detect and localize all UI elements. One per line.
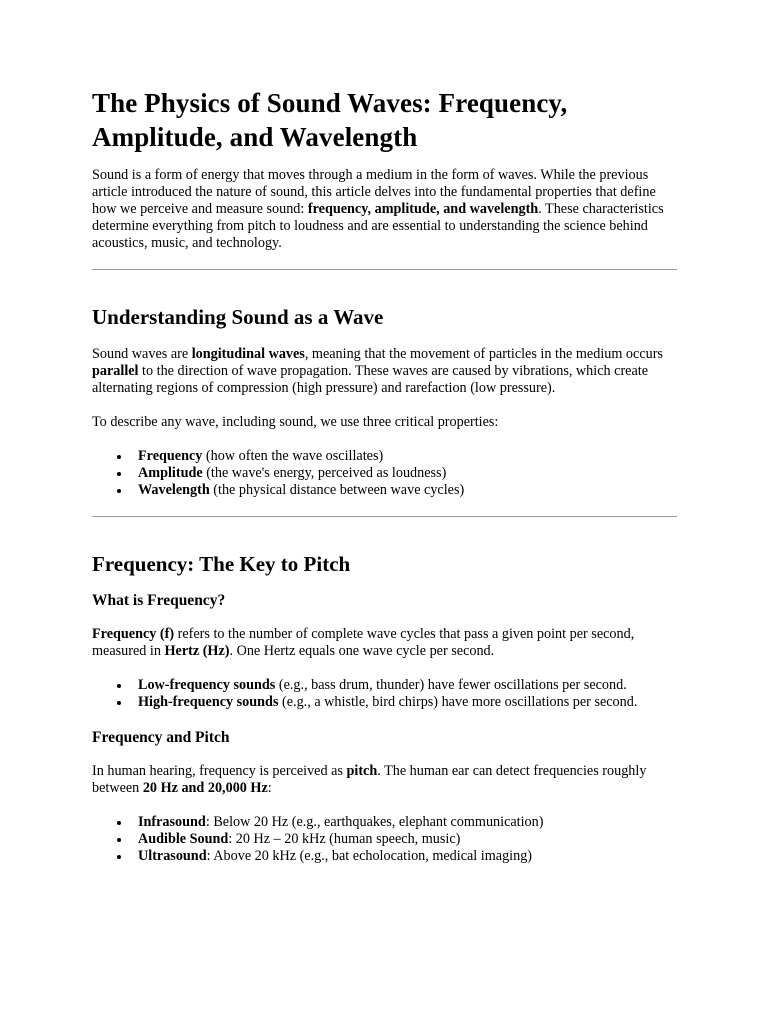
list-item-bold: Infrasound bbox=[138, 814, 206, 830]
list-item bbox=[138, 814, 677, 831]
divider bbox=[92, 269, 677, 270]
hearing-range-list bbox=[92, 814, 677, 865]
subheading-frequency-and-pitch: Frequency and Pitch bbox=[92, 729, 230, 746]
s1p1-bold-2: parallel bbox=[92, 363, 139, 379]
list-item-text: : 20 Hz – 20 kHz (human speech, music) bbox=[228, 831, 461, 847]
list-item-text: : Below 20 Hz (e.g., earthquakes, elephant communication) bbox=[205, 814, 544, 830]
list-item-text: : Above 20 kHz (e.g., bat echolocation, medical imaging) bbox=[206, 848, 533, 864]
s2p1-bold-2: Hertz (Hz) bbox=[164, 643, 230, 659]
intro-bold-1: frequency, amplitude, and wavelength bbox=[307, 201, 539, 217]
s1p1-bold-1: longitudinal waves bbox=[191, 346, 305, 362]
section1-paragraph-1 bbox=[92, 346, 677, 397]
frequency-definition-paragraph bbox=[92, 626, 677, 660]
list-item-bold: Frequency bbox=[138, 448, 203, 464]
list-item-bold: Low-frequency sounds bbox=[138, 677, 276, 693]
list-item bbox=[138, 465, 677, 482]
s2p1-bold-1: Frequency (f) bbox=[92, 626, 175, 642]
s1p1-text-2: , meaning that the movement of particles in the medium occurs bbox=[304, 346, 663, 362]
section-heading-sound-wave: Understanding Sound as a Wave bbox=[92, 305, 384, 329]
list-item bbox=[138, 831, 677, 848]
s1p1-text-3: to the direction of wave propagation. These waves are caused by vibrations, which create alternating regions of compression (high pressure) and rarefaction (low pressure). bbox=[92, 363, 649, 396]
intro-text-2: . These characteristics determine everything from pitch to loudness and are essential to understanding the science behind acoustics, music, and technology. bbox=[92, 201, 664, 251]
list-item-bold: Ultrasound bbox=[138, 848, 207, 864]
document-body bbox=[92, 86, 677, 882]
s2p1-text-1: refers to the number of complete wave cycles that pass a given point per second, measured in bbox=[92, 626, 635, 659]
list-item-bold: Amplitude bbox=[138, 465, 203, 481]
divider bbox=[92, 516, 677, 517]
section-heading-frequency: Frequency: The Key to Pitch bbox=[92, 552, 351, 576]
list-item-text: (the wave's energy, perceived as loudness) bbox=[202, 465, 447, 481]
list-item-text: (how often the wave oscillates) bbox=[202, 448, 384, 464]
list-item-bold: Wavelength bbox=[138, 482, 210, 498]
list-item-text: (e.g., bass drum, thunder) have fewer oscillations per second. bbox=[275, 677, 627, 693]
intro-paragraph bbox=[92, 167, 677, 252]
list-item-text: (the physical distance between wave cycles) bbox=[209, 482, 465, 498]
frequency-examples-list bbox=[92, 677, 677, 711]
s2p2-bold-2: 20 Hz and 20,000 Hz bbox=[142, 780, 268, 796]
s2p1-text-2: . One Hertz equals one wave cycle per second. bbox=[229, 643, 495, 659]
s2p2-bold-1: pitch bbox=[346, 763, 378, 779]
s2p2-text-3: : bbox=[267, 780, 272, 796]
s2p2-text-2: . The human ear can detect frequencies roughly between bbox=[92, 763, 647, 796]
list-item-text: (e.g., a whistle, bird chirps) have more oscillations per second. bbox=[278, 694, 638, 710]
s2p2-text-1: In human hearing, frequency is perceived as bbox=[92, 763, 347, 779]
pitch-paragraph bbox=[92, 763, 677, 797]
list-item bbox=[138, 694, 677, 711]
list-item-bold: High-frequency sounds bbox=[138, 694, 279, 710]
page-title: The Physics of Sound Waves: Frequency, Amplitude, and Wavelength bbox=[92, 88, 568, 152]
section1-paragraph-2: To describe any wave, including sound, we use three critical properties: bbox=[92, 414, 499, 430]
list-item-bold: Audible Sound bbox=[138, 831, 229, 847]
subheading-what-is-frequency: What is Frequency? bbox=[92, 592, 226, 609]
s1p1-text-1: Sound waves are bbox=[92, 346, 192, 362]
list-item bbox=[138, 848, 677, 865]
list-item bbox=[138, 448, 677, 465]
list-item bbox=[138, 677, 677, 694]
properties-list bbox=[92, 448, 677, 499]
list-item bbox=[138, 482, 677, 499]
intro-text-1: Sound is a form of energy that moves through a medium in the form of waves. While the previous article introduced the nature of sound, this article delves into the fundamental properties that define how we perceive and measure sound: bbox=[92, 167, 656, 217]
